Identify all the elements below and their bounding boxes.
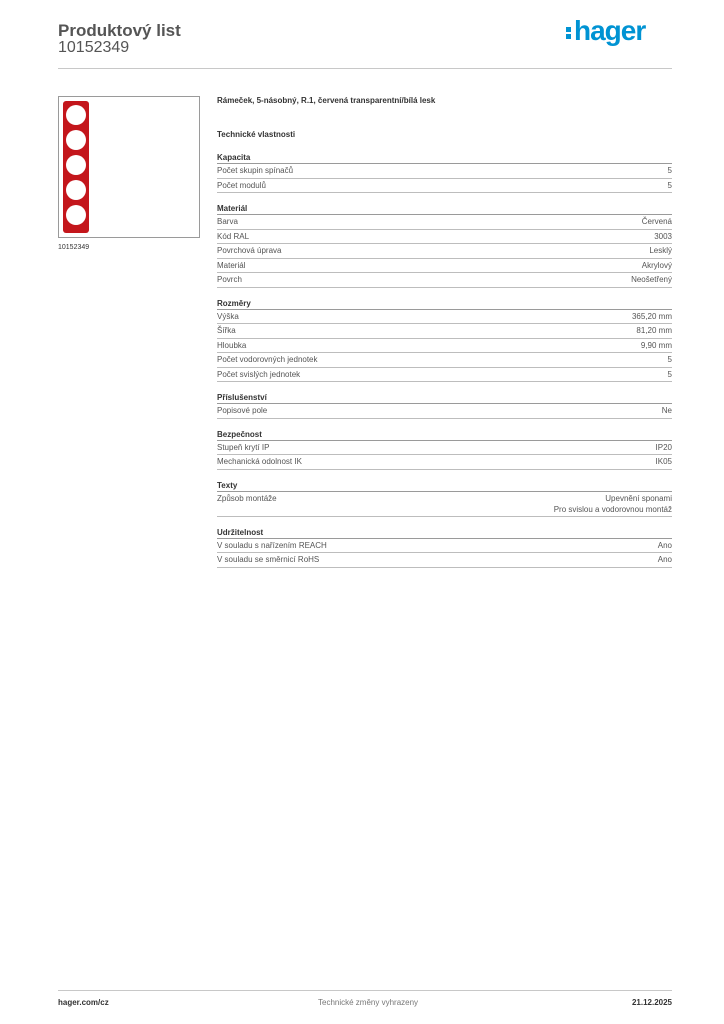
spec-group-title: Bezpečnost	[217, 429, 672, 441]
spec-content	[217, 96, 672, 568]
spec-row	[217, 539, 672, 554]
spec-value: 5	[667, 166, 672, 175]
spec-row	[217, 215, 672, 230]
spec-row	[217, 259, 672, 274]
spec-value: Akrylový	[641, 260, 672, 270]
spec-label: Hloubka	[217, 340, 247, 350]
spec-label: Způsob montáže	[217, 493, 277, 503]
spec-label: Šířka	[217, 326, 236, 335]
image-caption: 10152349	[58, 244, 90, 251]
spec-label: Povrchová úprava	[217, 246, 282, 255]
spec-label: Barva	[217, 217, 238, 226]
spec-value: 9,90 mm	[640, 340, 672, 350]
spec-row	[217, 273, 672, 288]
spec-value: 3003	[654, 231, 672, 241]
logo-text: hager	[574, 15, 646, 46]
spec-value: 5	[667, 180, 672, 190]
frame-opening	[66, 130, 86, 150]
spec-row	[217, 324, 672, 339]
frame-opening	[66, 105, 86, 125]
header-divider	[58, 68, 672, 69]
footer-note: Technické změny vyhrazeny	[318, 998, 419, 1007]
spec-row	[217, 553, 672, 568]
spec-group-title: Příslušenství	[217, 392, 672, 404]
spec-value: 81,20 mm	[636, 326, 672, 335]
spec-row	[217, 164, 672, 179]
spec-row	[217, 310, 672, 325]
spec-label: Kód RAL	[217, 231, 250, 241]
spec-group-title: Materiál	[217, 203, 672, 215]
spec-label: Počet svislých jednotek	[217, 369, 301, 379]
spec-value: IK05	[655, 457, 672, 466]
spec-value: Červená	[641, 217, 672, 226]
product-title: Rámeček, 5-násobný, R.1, červená transparentní/bílá lesk	[217, 96, 436, 105]
spec-label: Počet vodorovných jednotek	[217, 355, 318, 364]
spec-row	[217, 492, 672, 517]
footer-date: 21.12.2025	[631, 998, 672, 1007]
spec-label: Popisové pole	[217, 406, 268, 415]
spec-row	[217, 339, 672, 354]
footer-divider	[58, 990, 672, 991]
spec-value: Ano	[657, 555, 672, 564]
page-title: Produktový list	[58, 21, 181, 40]
spec-value: 365,20 mm	[631, 311, 672, 321]
hager-logo	[566, 16, 645, 46]
product-image	[58, 96, 200, 238]
frame-image-icon	[63, 101, 89, 233]
spec-label: V souladu s nařízením REACH	[217, 540, 327, 550]
spec-group-title: Texty	[217, 480, 672, 492]
logo-mark-icon	[566, 27, 571, 39]
spec-label: Materiál	[217, 260, 246, 270]
spec-value: Upevnění sponami Pro svislou a vodorovnou montáž	[553, 493, 672, 514]
spec-label: Mechanická odolnost IK	[217, 457, 302, 466]
footer-website: hager.com/cz	[58, 998, 109, 1007]
spec-label: Výška	[217, 311, 239, 321]
spec-value: Neošetřený	[631, 275, 672, 284]
spec-value: IP20	[655, 442, 672, 452]
spec-row	[217, 441, 672, 456]
spec-row	[217, 179, 672, 194]
spec-value: Ne	[661, 406, 672, 415]
frame-opening	[66, 180, 86, 200]
spec-group-title: Rozměry	[217, 298, 672, 310]
spec-row	[217, 404, 672, 419]
spec-label: Počet modulů	[217, 180, 266, 190]
spec-value: 5	[667, 355, 672, 364]
specs-heading: Technické vlastnosti	[217, 130, 296, 139]
spec-group-title: Kapacita	[217, 152, 672, 164]
spec-row	[217, 368, 672, 383]
spec-label: Povrch	[217, 275, 242, 284]
spec-label: Počet skupin spínačů	[217, 166, 294, 175]
spec-value: 5	[667, 369, 672, 379]
spec-row	[217, 455, 672, 470]
spec-row	[217, 230, 672, 245]
spec-row	[217, 244, 672, 259]
spec-value: Ano	[657, 540, 672, 550]
product-code: 10152349	[58, 39, 130, 56]
spec-row	[217, 353, 672, 368]
spec-label: Stupeň krytí IP	[217, 442, 270, 452]
frame-opening	[66, 155, 86, 175]
spec-group-title: Udržitelnost	[217, 527, 672, 539]
spec-groups	[217, 152, 672, 568]
spec-value: Lesklý	[649, 246, 672, 255]
frame-opening	[66, 205, 86, 225]
spec-label: V souladu se směrnicí RoHS	[217, 555, 320, 564]
